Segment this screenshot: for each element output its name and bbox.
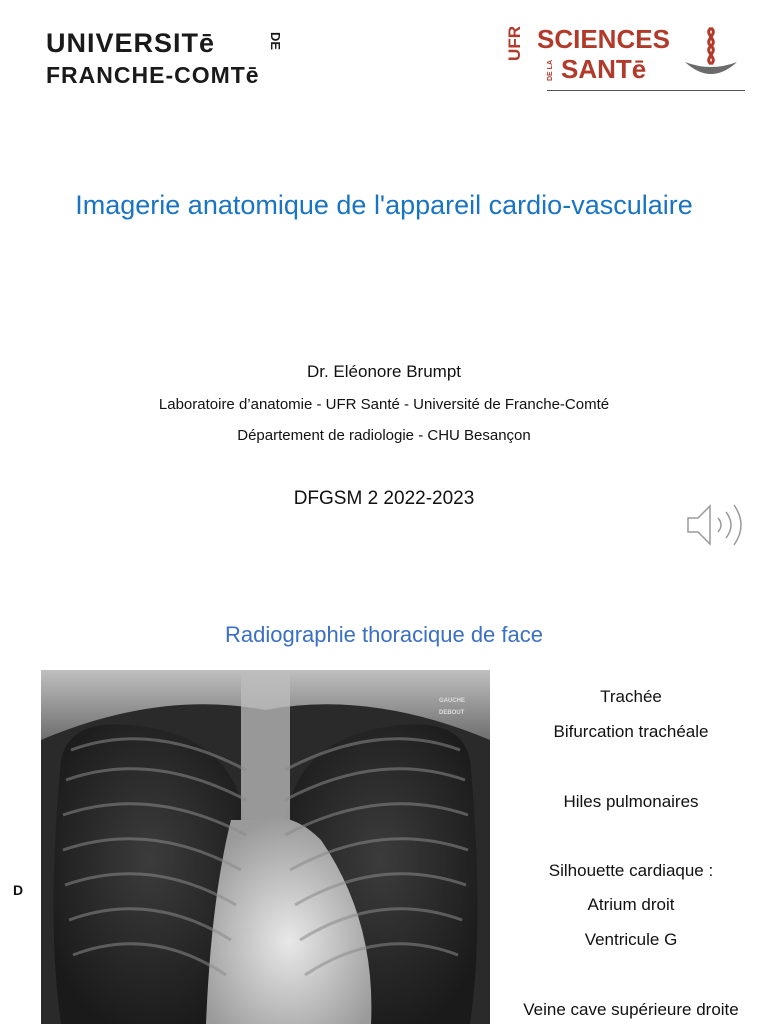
label-trachee: Trachée: [600, 687, 662, 706]
logo-de: DE: [268, 32, 283, 51]
label-atrium: Atrium droit: [587, 895, 675, 914]
xray-marker-debout: DEBOUT: [439, 710, 465, 716]
course-year: DFGSM 2 2022-2023: [293, 488, 475, 509]
anatomy-labels: [494, 0, 768, 1024]
chest-xray-image: [41, 670, 490, 1024]
xray-illustration: [41, 670, 490, 1024]
presentation-title: Imagerie anatomique de l'appareil cardio-vasculaire: [75, 190, 693, 220]
label-bifurcation: Bifurcation trachéale: [553, 722, 709, 741]
logo-line-1: UNIVERSITē: [46, 28, 216, 58]
author-name: Dr. Eléonore Brumpt: [306, 362, 461, 381]
logo-de-la-text: DE LA: [547, 60, 554, 81]
logo-sciences-text: SCIENCES: [537, 24, 670, 54]
universite-franche-comte-logo: [46, 28, 286, 92]
label-silhouette: Silhouette cardiaque :: [548, 861, 714, 880]
affiliation-line-1: Laboratoire d’anatomie - UFR Santé - Université de Franche-Comté: [158, 396, 610, 413]
label-ventricule: Ventricule G: [584, 930, 678, 949]
slide2-title: Radiographie thoracique de face: [224, 622, 543, 647]
logo-sante-text: SANTē: [561, 54, 647, 84]
logo-ufr-text: UFR: [505, 26, 524, 61]
label-hiles: Hiles pulmonaires: [563, 792, 699, 811]
affiliation-line-2: Département de radiologie - CHU Besançon: [237, 427, 531, 444]
side-marker-d: D: [13, 882, 24, 898]
label-veine-cave: Veine cave supérieure droite: [523, 1000, 739, 1019]
xray-marker-gauche: GAUCHE: [439, 698, 466, 704]
logo-line-2: FRANCHE-COMTē: [46, 62, 260, 88]
